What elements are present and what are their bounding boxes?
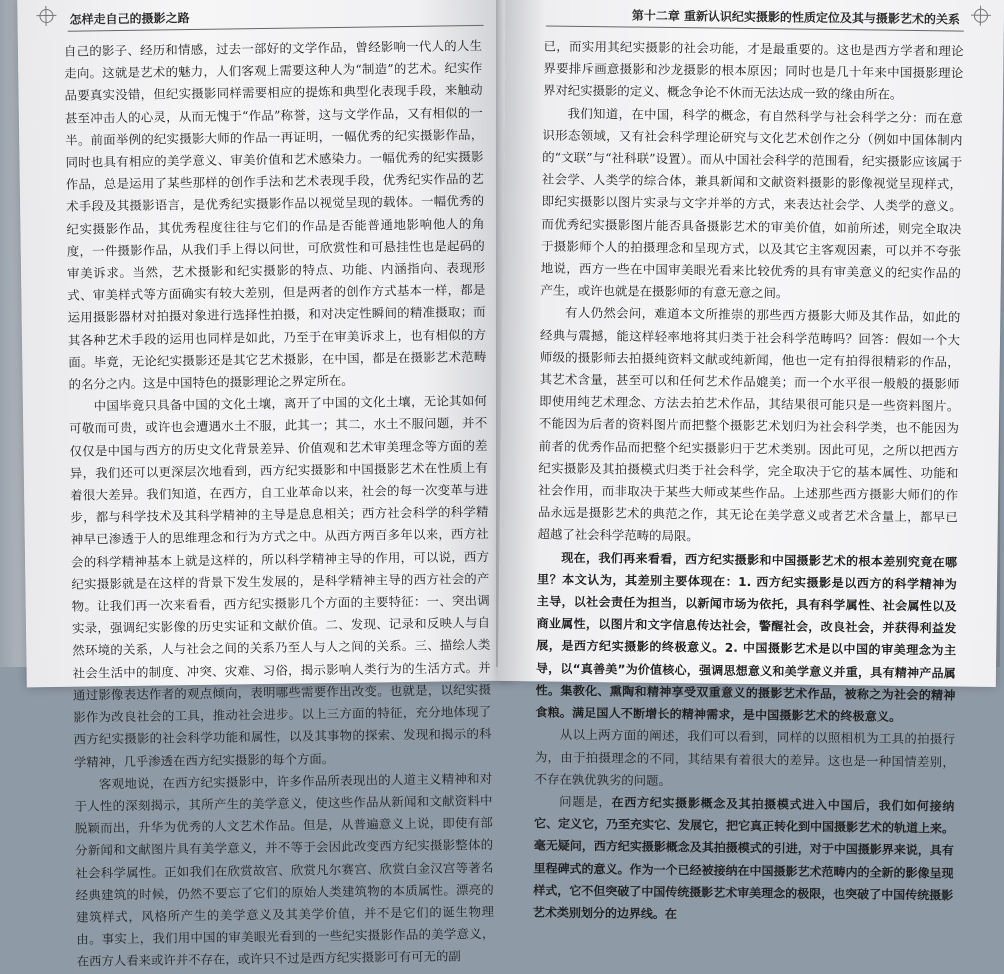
paragraph: 自己的影子、经历和情感，过去一部好的文学作品，曾经影响一代人的人生走向。这就是艺术的魅力，人们客观上需要这种人为“制造”的艺术。纪实作品要真实没错，但纪实摄影同样需要相应的提炼和典型化表现手段，来触动甚至冲击人的心灵，从而无愧于“作品”称誉，这与文学作品，又有相似的一半。前面举例的纪实摄影大师的作品一再证明，一幅优秀的纪实摄影作品，同时也具有相应的美学意义、审美价值和艺术感染力。一幅优秀的纪实摄影作品，总是运用了某些那样的创作手法和艺术表现手段，优秀纪实作品的艺术手段及其摄影语言，是优秀纪实摄影作品以视觉呈现的载体。一幅优秀的纪实摄影作品，其优秀程度往往与它们的作品是否能普通地影响他人的角度，一件摄影作品，从我们手上得以问世，可欣赏性和可悬挂性也是起码的审美诉求。当然，艺术摄影和纪实摄影的特点、功能、内涵指向、表现形式、审美样式等方面确实有较大差别，但是两者的创作方式基本一样，都是运用摄影器材对拍摄对象进行选择性拍摄，和对决定性瞬间的精准摄取；而其各种艺术手段的运用也同样是如此，乃至于在审美诉求上，也有相似的方面。毕竟，无论纪实摄影还是其它艺术摄影，在中国，都是在摄影艺术范畴的名分之内。这是中国特色的摄影理论之界定所在。 (63, 37, 487, 392)
running-header-left: 怎样走自己的摄影之路 (69, 11, 190, 27)
paragraph: 从以上两方面的阐述，我们可以看到，同样的以照相机为工具的拍摄行为，由于拍摄理念的不同，其结果有着很大的差异。这也是一种国情差别，不存在孰优孰劣的问题。 (534, 726, 956, 788)
paragraph: 客观地说，在西方纪实摄影中，许多作品所表现出的人道主义精神和对于人性的深刻揭示，其所产生的美学意义，使这些作品从新闻和文献资料中脱颖而出，升华为优秀的人文艺术作品。但是，从普遍意义上说，即使有部分新闻和文献图片具有美学意义，并不等于会因此改变西方纪实摄影整体的社会科学属性。正如我们在欣赏故宫、欣赏凡尔赛宫、欣赏白金汉宫等著名经典建筑的时候，仍然不要忘了它们的原始人类建筑物的本质属性。漂亮的建筑样式，风格所产生的美学意义及其美学价值，并不是它们的诞生物理由。事实上，我们用中国的审美眼光看到的一些纪实摄影作品的美学意义，在西方人看来或许并不存在，或许只不过是西方纪实摄影可有可无的副 (74, 770, 495, 970)
paragraph: 有人仍然会问，难道本文所推崇的那些西方摄影大师及其作品，如此的经典与震撼，能这样轻率地将其归类于社会科学范畴吗？回答：假如一个大师级的摄影师去拍摄纯资料文献或纯新闻，他也一定有拍得很精彩的作品，其艺术含量，甚至可以和任何艺术作品媲美；而一个水平很一般般的摄影师即使用纯艺术理念、方法去拍艺术作品，其结果很可能只是一些资料图片。不能因为后者的资料图片而把整个摄影艺术划归为社会科学类，也不能因为前者的优秀作品而把整个纪实摄影归于艺术类别。因此可见，之所以把西方纪实摄影及其拍摄模式归类于社会科学，完全取决于它的基本属性、功能和社会作用，而非取决于某些大师或某些作品。上述那些西方摄影大师们的作品永远是摄影艺术的典范之作，其无论在美学意义或者艺术含量上，都早已超越了社会科学范畴的局限。 (537, 305, 961, 544)
registration-mark-icon (974, 9, 988, 23)
paragraph-lead: 问题是， (559, 793, 612, 810)
left-page-body (64, 35, 495, 973)
right-page-body (533, 35, 964, 928)
paragraph-mixed (533, 790, 955, 928)
paragraph: 中国毕竟只具备中国的文化土壤，离开了中国的文化土壤，无论其如何可敬而可贵，或许也会遭遇水土不服，此其一；其二，水土不服问题，并不仅仅是中国与西方的历史文化背景差异、价值观和艺术审美理念等方面的差异，我们还可以更深层次地看到，西方纪实摄影和中国摄影艺术在性质上有着很大差异。我们知道，在西方，自工业革命以来，社会的每一次变革与进步，都与科学技术及其科学精神的主导是息息相关；西方社会科学的科学精神早已渗透于人的思维理念和行为方式之中。从西方两百多年以来，西方社会的科学精神基本上就是这样的，所以科学精神主导的作用，可以说，西方纪实摄影就是在这样的背景下发生发展的，是科学精神主导的西方社会的产物。让我们再一次来看看，西方纪实摄影几个方面的主要特征：一、突出调实录，强调纪实影像的历史实证和文献价值。二、发现、记录和反映人与自然环境的关系，人与社会之间的关系乃至人与人之间的关系。三、描绘人类社会生活中的制度、冲突、灾难、习俗，揭示影响人类行为的生活方式。并通过影像表达作者的观点倾向，表明哪些需要作出改变。也就是，以纪实摄影作为改良社会的工具，推动社会进步。以上三方面的特征，充分地体现了西方纪实摄影的社会科学功能和属性，以及其事物的探索、发现和揭示的科学精神，几乎渗透在西方纪实摄影的每个方面。 (69, 393, 492, 770)
bold-paragraph: 现在，我们再来看看，西方纪实摄影和中国摄影艺术的根本差别究竟在哪里？本文认为，其差别主要体现在：1. 西方纪实摄影是以西方的科学精神为主导，以社会责任为担当，以新闻市场为依托，具有科学属性、社会属性以及商业属性，以图片和文字信息传达社会，警醒社会，改良社会，并获得利益发展，是西方纪实摄影的终极意义。2. 中国摄影艺术是以中国的审美理念为主导，以“真善美”为价值核心，强调思想意义和美学意义并重，具有精神产品属性。集教化、熏陶和精神享受双重意义的摄影艺术作品，被称之为社会的精神食粮。满足国人不断增长的精神需求，是中国摄影艺术的终极意义。 (535, 550, 958, 724)
registration-mark-icon (39, 9, 53, 23)
running-header-right: 第十二章 重新认识纪实摄影的性质定位及其与摄影艺术的关系 (631, 8, 961, 27)
bold-run: 在西方纪实摄影概念及其拍摄模式进入中国后，我们如何接纳它、定义它，乃至充实它、发展它，把它真正转化到中国摄影艺术的轨道上来。毫无疑问，西方纪实摄影概念及其拍摄模式的引进，对于中国摄影界来说，具有里程碑式的意义。作为一个已经被接纳在中国摄影艺术范畴内的全新的影像呈现样式，它不但突破了中国传统摄影艺术审美理念的极限，也突破了中国传统摄影艺术类别划分的边界线。在 (532, 795, 955, 922)
left-page (17, 0, 513, 970)
right-page (498, 0, 1004, 922)
paragraph: 已，而实用其纪实摄影的社会功能，才是最重要的。这也是西方学者和理论界要排斥画意摄影和沙龙摄影的根本原因；同时也是几十年来中国摄影理论界对纪实摄影的定义、概念争论不休而无法达成一致的缘由所在。 (542, 38, 964, 103)
paragraph: 我们知道，在中国，科学的概念，有自然科学与社会科学之分：而在意识形态领域，又有社会科学理论研究与文化艺术创作之分（例如中国体制内的“文联”与“社科联”设置）。而从中国社会科学的范围看，纪实摄影应该属于社会学、人类学的综合体，兼具新闻和文献资料摄影的影像视觉呈现样式，即纪实摄影以图片实录与文字并举的方式，来表达社会学、人类学的意义。而优秀纪实摄影图片能否具备摄影艺术的审美价值，如前所述，则完全取决于摄影师个人的拍摄理念和呈现方式，以及其它主客观因素，可以并不夸张地说，西方一些在中国审美眼光看来比较优秀的具有审美意义的纪实作品的产生，或许也就是在摄影师的有意无意之间。 (540, 105, 963, 301)
